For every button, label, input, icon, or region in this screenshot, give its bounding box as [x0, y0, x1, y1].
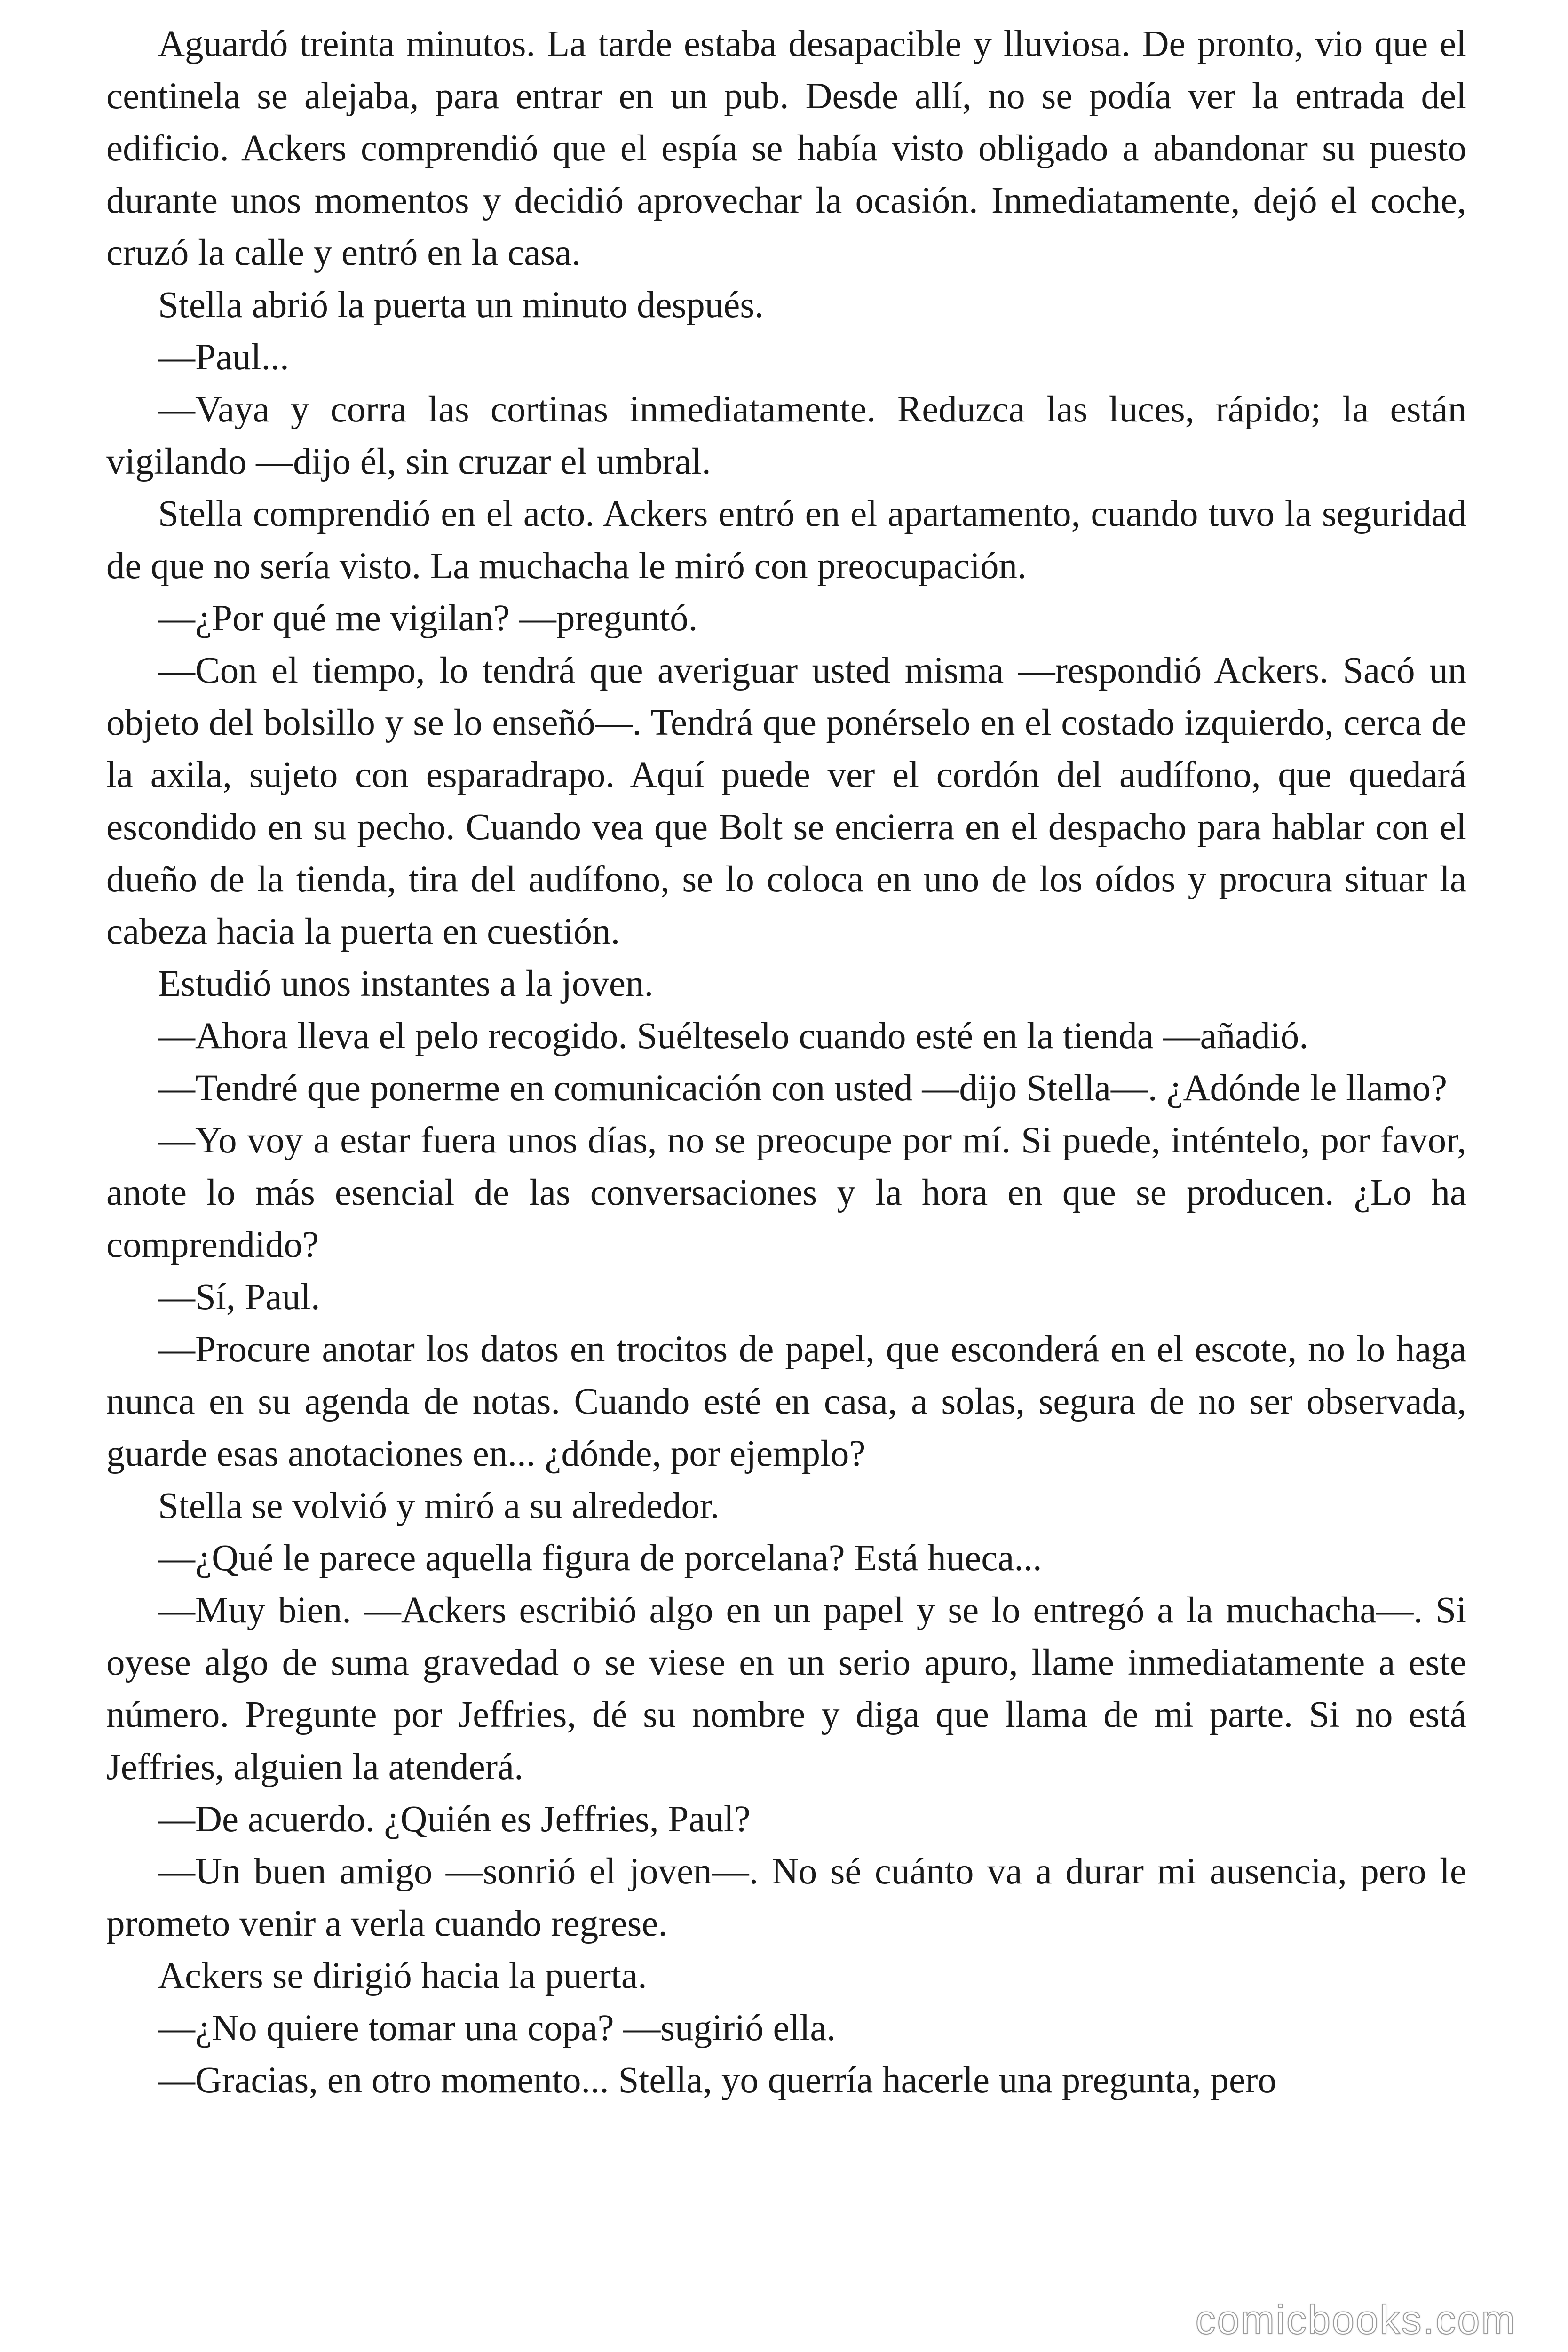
paragraph: —Ahora lleva el pelo recogido. Suélteselo cuando esté en la tienda —añadió. — [158, 1016, 1308, 1057]
paragraph: Aguardó treinta minutos. La tarde estaba desapacible y lluviosa. De pronto, vio que el centinela se alejaba, para entrar en un pub. Desde allí, no se podía ver la entrada del edificio. Ackers comprendió que el espía se había visto obligado a abandonar su puesto durante unos momentos y decidió aprovechar la ocasión. Inmediatamente, dejó el coche, cruzó la calle y entró en la casa. — [106, 24, 1466, 273]
paragraph: —¿Qué le parece aquella figura de porcelana? Está hueca... — [158, 1538, 1042, 1579]
watermark: comicbooks.com — [1195, 2297, 1516, 2343]
paragraph: —Con el tiempo, lo tendrá que averiguar usted misma —respondió Ackers. Sacó un objeto del bolsillo y se lo enseñó—. Tendrá que ponérselo en el costado izquierdo, cerca de la axila, sujeto con esparadrapo. Aquí puede ver el cordón del audífono, que quedará escondido en su pecho. Cuando vea que Bolt se encierra en el despacho para hablar con el dueño de la tienda, tira del audífono, se lo coloca en uno de los oídos y procura situar la cabeza hacia la puerta en cuestión. — [106, 650, 1466, 952]
paragraph: —¿No quiere tomar una copa? —sugirió ella. — [158, 2008, 836, 2049]
paragraph: Estudió unos instantes a la joven. — [158, 963, 654, 1004]
book-page — [106, 18, 1466, 2106]
paragraph: —Sí, Paul. — [158, 1277, 320, 1318]
paragraph: Stella se volvió y miró a su alrededor. — [158, 1486, 720, 1526]
paragraph: —Tendré que ponerme en comunicación con usted —dijo Stella—. ¿Adónde le llamo? — [158, 1068, 1448, 1109]
paragraph: Stella abrió la puerta un minuto después. — [158, 285, 764, 326]
paragraph: —De acuerdo. ¿Quién es Jeffries, Paul? — [158, 1799, 751, 1840]
paragraph: —Muy bien. —Ackers escribió algo en un papel y se lo entregó a la muchacha—. Si oyese algo de suma gravedad o se viese en un serio apuro, llame inmediatamente a este número. Pregunte por Jeffries, dé su nombre y diga que llama de mi parte. Si no está Jeffries, alguien la atenderá. — [106, 1590, 1466, 1788]
paragraph: —Procure anotar los datos en trocitos de papel, que esconderá en el escote, no lo haga nunca en su agenda de notas. Cuando esté en casa, a solas, segura de no ser observada, guarde esas anotaciones en... ¿dónde, por ejemplo? — [106, 1329, 1466, 1474]
paragraph: Ackers se dirigió hacia la puerta. — [158, 1955, 647, 1996]
paragraph: —Un buen amigo —sonrió el joven—. No sé cuánto va a durar mi ausencia, pero le prometo venir a verla cuando regrese. — [106, 1851, 1466, 1944]
paragraph: Stella comprendió en el acto. Ackers entró en el apartamento, cuando tuvo la seguridad de que no sería visto. La muchacha le miró con preocupación. — [106, 493, 1466, 587]
paragraph-cut-off: —Gracias, en otro momento... Stella, yo querría hacerle una pregunta, pero — [158, 2060, 1276, 2101]
paragraph: —¿Por qué me vigilan? —preguntó. — [158, 598, 698, 639]
paragraph: —Yo voy a estar fuera unos días, no se preocupe por mí. Si puede, inténtelo, por favor, anote lo más esencial de las conversaciones y la hora en que se producen. ¿Lo ha comprendido? — [106, 1120, 1466, 1265]
paragraph: —Paul... — [158, 337, 289, 378]
paragraph: —Vaya y corra las cortinas inmediatamente. Reduzca las luces, rápido; la están vigilando —dijo él, sin cruzar el umbral. — [106, 389, 1466, 482]
